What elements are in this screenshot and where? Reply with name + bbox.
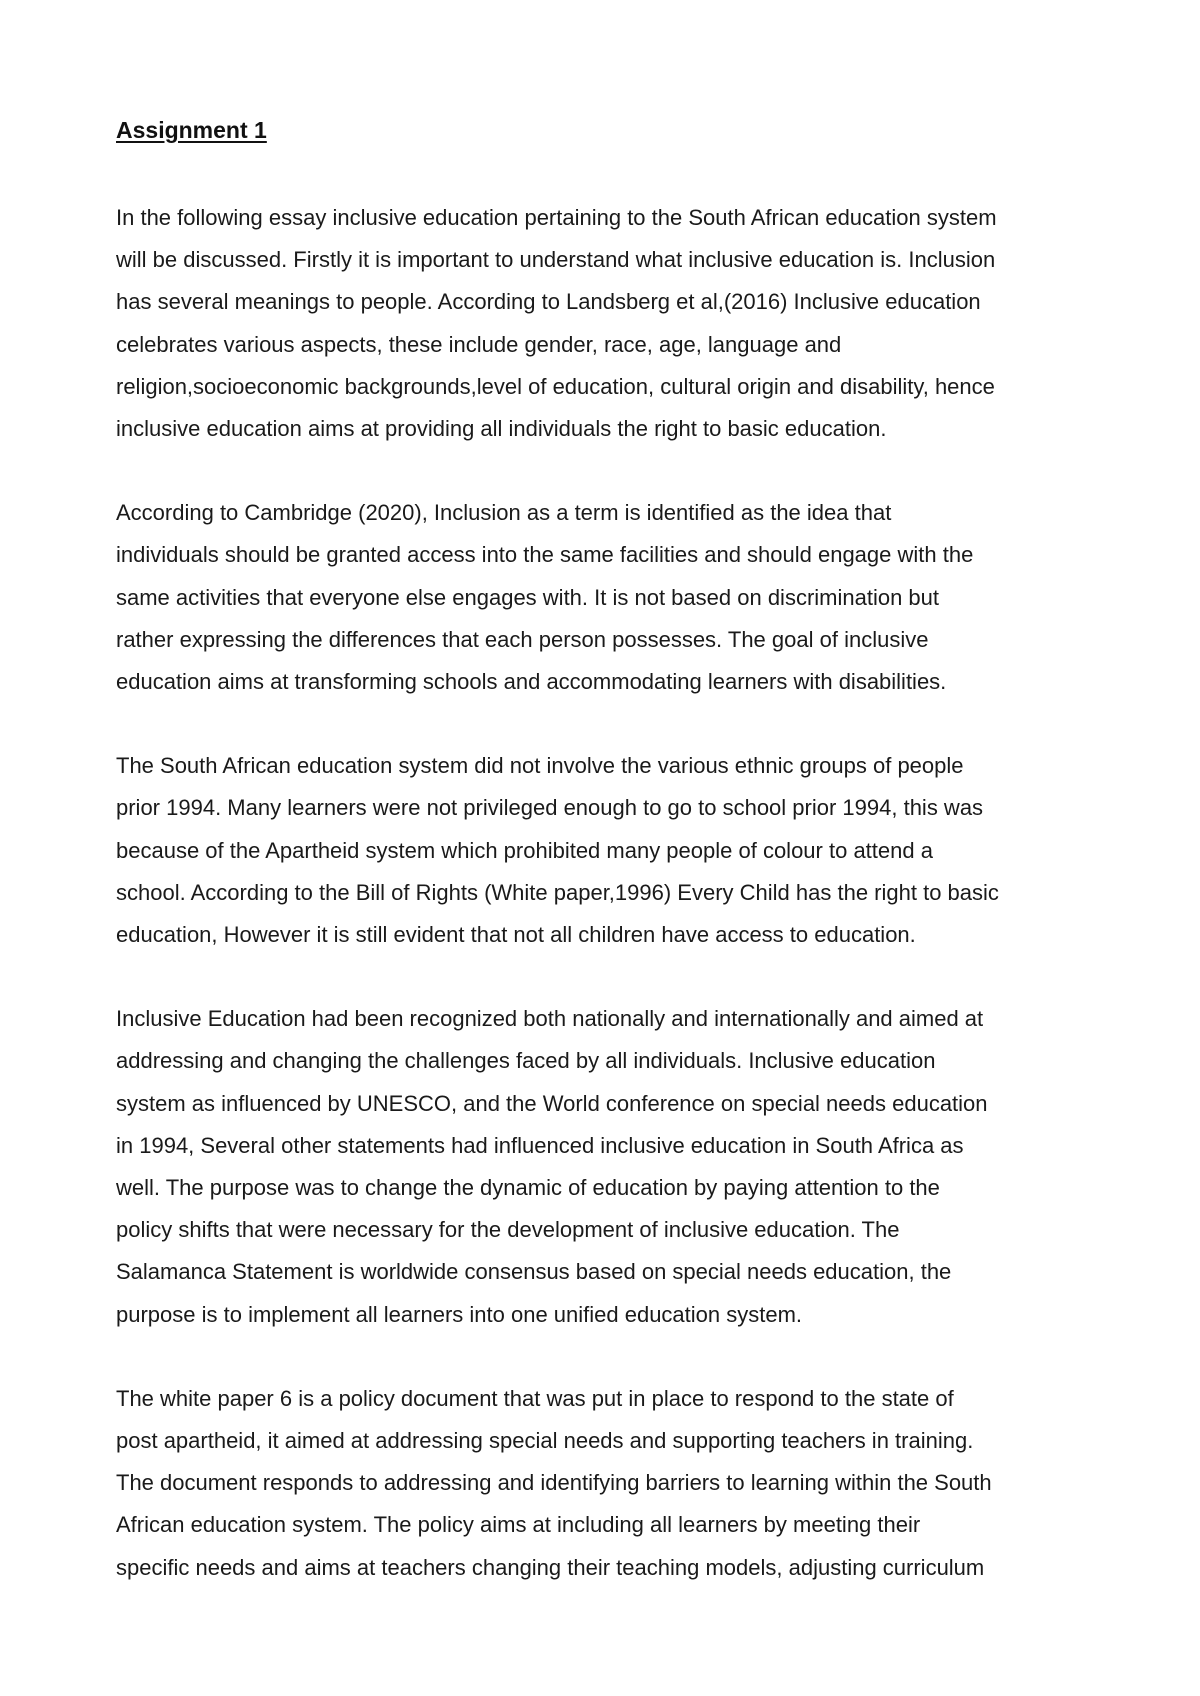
paragraph-line: post apartheid, it aimed at addressing special needs and supporting teachers in training.	[116, 1428, 974, 1454]
document-body	[116, 197, 1126, 1631]
paragraph-line: celebrates various aspects, these include gender, race, age, language and	[116, 331, 842, 357]
paragraph-line: According to Cambridge (2020), Inclusion as a term is identified as the idea that	[116, 500, 892, 526]
paragraph-line: African education system. The policy aims at including all learners by meeting their	[116, 1512, 921, 1538]
paragraph-line: specific needs and aims at teachers changing their teaching models, adjusting curriculum	[116, 1554, 985, 1580]
paragraph-line: The South African education system did not involve the various ethnic groups of people	[116, 753, 964, 779]
paragraph-line: education aims at transforming schools and accommodating learners with disabilities.	[116, 669, 947, 695]
paragraph-4	[116, 998, 1126, 1336]
paragraph-line: religion,socioeconomic backgrounds,level of education, cultural origin and disability, hence	[116, 373, 995, 399]
paragraph-line: has several meanings to people. According to Landsberg et al,(2016) Inclusive education	[116, 289, 981, 315]
paragraph-line: inclusive education aims at providing all individuals the right to basic education.	[116, 416, 887, 442]
paragraph-line: individuals should be granted access into the same facilities and should engage with the	[116, 542, 974, 568]
paragraph-line: Salamanca Statement is worldwide consensus based on special needs education, the	[116, 1259, 952, 1285]
paragraph-3	[116, 745, 1126, 956]
paragraph-line: system as influenced by UNESCO, and the World conference on special needs education	[116, 1090, 988, 1116]
paragraph-2	[116, 492, 1126, 703]
paragraph-line: policy shifts that were necessary for the development of inclusive education. The	[116, 1217, 900, 1243]
paragraph-line: addressing and changing the challenges faced by all individuals. Inclusive education	[116, 1048, 936, 1074]
paragraph-line: prior 1994. Many learners were not privileged enough to go to school prior 1994, this was	[116, 795, 984, 821]
paragraph-5	[116, 1378, 1126, 1589]
paragraph-line: The document responds to addressing and identifying barriers to learning within the South	[116, 1470, 992, 1496]
paragraph-line: Inclusive Education had been recognized both nationally and internationally and aimed at	[116, 1006, 984, 1032]
paragraph-line: in 1994, Several other statements had influenced inclusive education in South Africa as	[116, 1132, 964, 1158]
document-title: Assignment 1	[116, 117, 267, 143]
paragraph-line: will be discussed. Firstly it is important to understand what inclusive education is. Inclusion	[116, 247, 996, 273]
paragraph-line: The white paper 6 is a policy document that was put in place to respond to the state of	[116, 1385, 954, 1411]
paragraph-line: well. The purpose was to change the dynamic of education by paying attention to the	[116, 1175, 940, 1201]
paragraph-line: education, However it is still evident that not all children have access to education.	[116, 922, 916, 948]
paragraph-line: same activities that everyone else engages with. It is not based on discrimination but	[116, 584, 940, 610]
paragraph-line: because of the Apartheid system which prohibited many people of colour to attend a	[116, 837, 933, 863]
paragraph-line: purpose is to implement all learners into one unified education system.	[116, 1301, 803, 1327]
paragraph-line: rather expressing the differences that each person possesses. The goal of inclusive	[116, 626, 929, 652]
paragraph-1	[116, 197, 1126, 450]
paragraph-line: school. According to the Bill of Rights (White paper,1996) Every Child has the right to basic	[116, 879, 999, 905]
paragraph-line: In the following essay inclusive education pertaining to the South African education system	[116, 205, 997, 230]
